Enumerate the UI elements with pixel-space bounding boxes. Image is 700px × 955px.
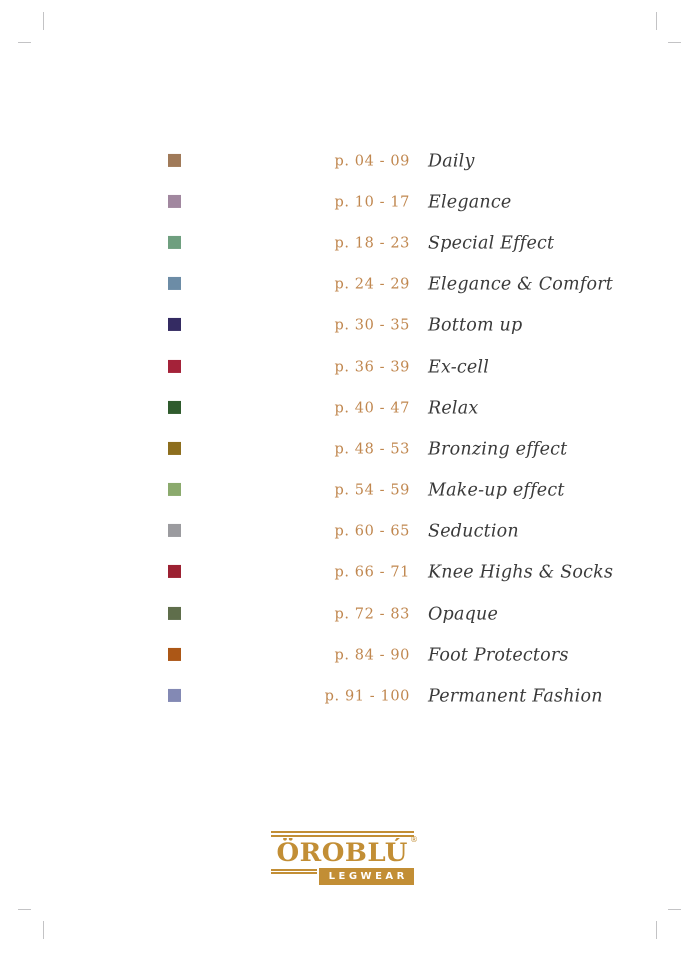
collection-color-swatch — [168, 524, 181, 537]
collection-color-swatch — [168, 277, 181, 290]
page-range: p. 24 - 29 — [334, 276, 410, 293]
collection-color-swatch — [168, 648, 181, 661]
page-range: p. 60 - 65 — [334, 523, 410, 540]
logo-rule-line — [271, 831, 414, 833]
collection-name: Opaque — [428, 604, 499, 625]
collection-name: Seduction — [428, 521, 519, 542]
toc-row — [0, 429, 700, 470]
page-range: p. 40 - 47 — [334, 400, 410, 417]
toc-row — [0, 141, 700, 182]
logo-top-rules — [271, 831, 414, 837]
legwear-label: LEGWEAR — [319, 868, 414, 885]
logo-bottom-rules — [271, 868, 317, 885]
page-range: p. 36 - 39 — [334, 359, 410, 376]
page-range: p. 18 - 23 — [334, 235, 410, 252]
registered-trademark-icon: ® — [410, 834, 418, 844]
page-range: p. 48 - 53 — [334, 441, 410, 458]
collection-name: Permanent Fashion — [428, 686, 603, 707]
logo-bottom-row — [271, 868, 414, 885]
crop-mark — [668, 909, 681, 910]
collection-color-swatch — [168, 689, 181, 702]
toc-row — [0, 347, 700, 388]
toc-row — [0, 265, 700, 306]
page-range: p. 72 - 83 — [334, 606, 410, 623]
collection-name: Elegance — [428, 192, 512, 213]
collection-name: Make-up effect — [428, 480, 565, 501]
collection-name: Elegance & Comfort — [428, 274, 614, 295]
collection-name: Bottom up — [428, 315, 523, 336]
collection-name: Ex-cell — [428, 357, 490, 378]
page-range: p. 54 - 59 — [334, 482, 410, 499]
collection-name: Daily — [428, 151, 475, 172]
toc-row — [0, 223, 700, 264]
crop-mark — [43, 921, 44, 939]
crop-mark — [668, 42, 681, 43]
collection-color-swatch — [168, 483, 181, 496]
page-range: p. 66 - 71 — [334, 565, 410, 582]
page-range: p. 04 - 09 — [334, 153, 410, 170]
crop-mark — [43, 12, 44, 30]
logo-rule-line — [271, 869, 317, 871]
collection-color-swatch — [168, 401, 181, 414]
page-range: p. 91 - 100 — [324, 688, 410, 705]
collection-color-swatch — [168, 565, 181, 578]
toc-row — [0, 512, 700, 553]
collection-name: Relax — [428, 398, 479, 419]
toc-row — [0, 471, 700, 512]
toc-row — [0, 553, 700, 594]
toc-row — [0, 388, 700, 429]
collection-name: Foot Protectors — [428, 645, 569, 666]
toc-row — [0, 594, 700, 635]
collection-color-swatch — [168, 236, 181, 249]
oroblu-logo — [271, 831, 418, 885]
brand-wordmark-row — [271, 834, 418, 867]
page-range: p. 30 - 35 — [334, 318, 410, 335]
logo-rule-line — [271, 835, 414, 837]
toc-row — [0, 306, 700, 347]
toc-row — [0, 635, 700, 676]
collection-color-swatch — [168, 359, 181, 372]
toc-row — [0, 182, 700, 223]
page-range: p. 84 - 90 — [334, 647, 410, 664]
collection-color-swatch — [168, 442, 181, 455]
crop-mark — [18, 909, 31, 910]
collection-name: Special Effect — [428, 233, 555, 254]
crop-mark — [656, 921, 657, 939]
brand-wordmark: ÖROBLÚ — [276, 837, 409, 867]
crop-mark — [656, 12, 657, 30]
crop-mark — [18, 42, 31, 43]
collection-color-swatch — [168, 607, 181, 620]
collection-name: Bronzing effect — [428, 439, 568, 460]
collection-color-swatch — [168, 154, 181, 167]
table-of-contents — [0, 141, 700, 718]
collection-color-swatch — [168, 318, 181, 331]
collection-name: Knee Highs & Socks — [428, 563, 614, 584]
toc-row — [0, 676, 700, 717]
page-range: p. 10 - 17 — [334, 194, 410, 211]
logo-rule-line — [271, 872, 317, 874]
collection-color-swatch — [168, 195, 181, 208]
